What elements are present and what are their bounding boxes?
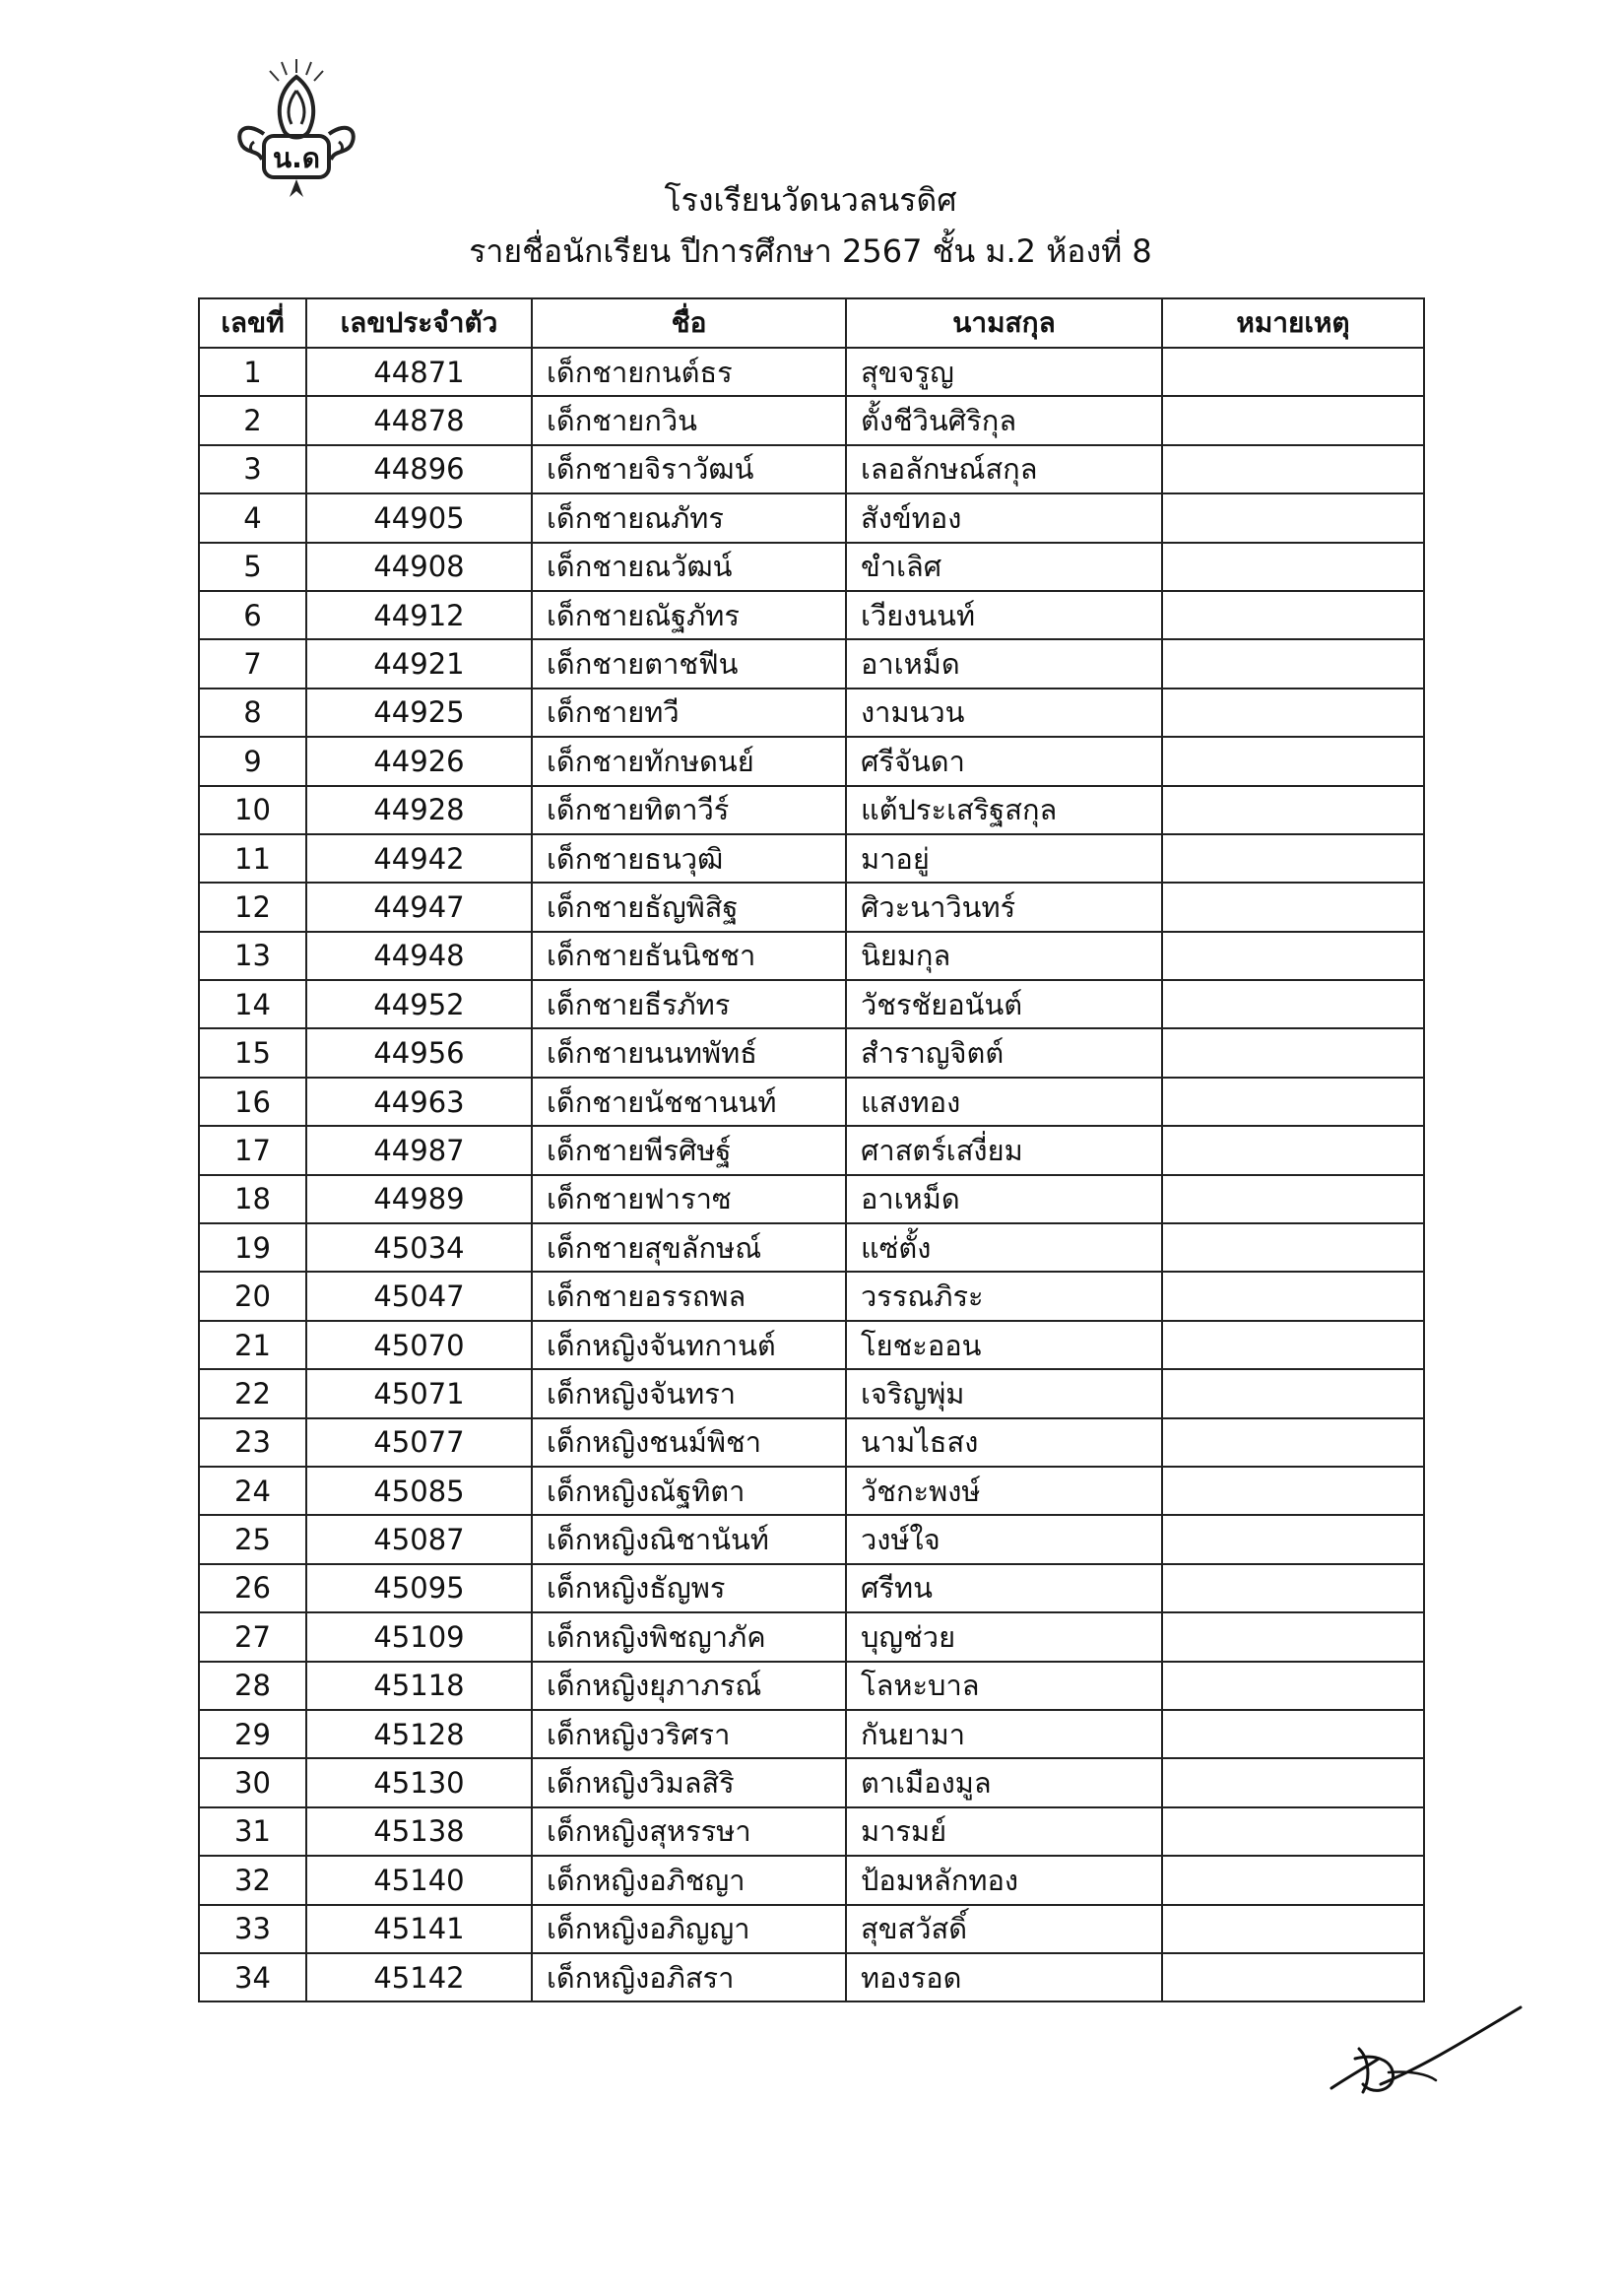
cell-remarks [1162, 1807, 1424, 1856]
cell-first-name: เด็กชายทิตาวีร์ [532, 786, 846, 834]
cell-surname: มาอยู่ [846, 834, 1162, 883]
cell-row-number: 8 [199, 689, 306, 737]
cell-first-name: เด็กชายกนต์ธร [532, 348, 846, 396]
table-row [199, 348, 1424, 396]
cell-remarks [1162, 1662, 1424, 1710]
cell-row-number: 26 [199, 1564, 306, 1612]
cell-remarks [1162, 493, 1424, 542]
cell-first-name: เด็กชายณภัทร [532, 493, 846, 542]
cell-student-id: 44908 [306, 543, 532, 591]
cell-row-number: 9 [199, 737, 306, 785]
cell-surname: วัชกะพงษ์ [846, 1467, 1162, 1515]
cell-first-name: เด็กหญิงอภิชญา [532, 1856, 846, 1904]
cell-surname: ป้อมหลักทอง [846, 1856, 1162, 1904]
cell-surname: นิยมกุล [846, 932, 1162, 980]
cell-row-number: 2 [199, 396, 306, 444]
cell-row-number: 14 [199, 980, 306, 1028]
cell-surname: สุขสวัสดิ์ [846, 1905, 1162, 1953]
table-row [199, 932, 1424, 980]
cell-row-number: 12 [199, 883, 306, 931]
table-row [199, 1515, 1424, 1563]
cell-student-id: 44925 [306, 689, 532, 737]
cell-surname: ศิวะนาวินทร์ [846, 883, 1162, 931]
cell-first-name: เด็กหญิงสุหรรษา [532, 1807, 846, 1856]
cell-remarks [1162, 1369, 1424, 1417]
cell-row-number: 18 [199, 1175, 306, 1223]
cell-student-id: 45047 [306, 1272, 532, 1320]
cell-row-number: 27 [199, 1612, 306, 1661]
cell-remarks [1162, 834, 1424, 883]
cell-row-number: 1 [199, 348, 306, 396]
table-row [199, 639, 1424, 688]
cell-surname: สังข์ทอง [846, 493, 1162, 542]
table-row [199, 1856, 1424, 1904]
cell-first-name: เด็กหญิงอภิญญา [532, 1905, 846, 1953]
cell-first-name: เด็กหญิงจันทกานต์ [532, 1321, 846, 1369]
cell-remarks [1162, 786, 1424, 834]
cell-remarks [1162, 1028, 1424, 1077]
cell-student-id: 45085 [306, 1467, 532, 1515]
cell-student-id: 45087 [306, 1515, 532, 1563]
cell-student-id: 45118 [306, 1662, 532, 1710]
table-row [199, 786, 1424, 834]
table-row [199, 1662, 1424, 1710]
cell-student-id: 45141 [306, 1905, 532, 1953]
table-row [199, 737, 1424, 785]
cell-first-name: เด็กหญิงยุภาภรณ์ [532, 1662, 846, 1710]
cell-remarks [1162, 737, 1424, 785]
cell-first-name: เด็กหญิงณัฐทิตา [532, 1467, 846, 1515]
column-header-student-id: เลขประจำตัว [306, 298, 532, 348]
cell-remarks [1162, 1418, 1424, 1467]
cell-row-number: 15 [199, 1028, 306, 1077]
table-row [199, 1369, 1424, 1417]
cell-surname: ศรีจันดา [846, 737, 1162, 785]
cell-student-id: 44878 [306, 396, 532, 444]
table-row [199, 1905, 1424, 1953]
cell-remarks [1162, 591, 1424, 639]
cell-remarks [1162, 1856, 1424, 1904]
cell-row-number: 31 [199, 1807, 306, 1856]
cell-row-number: 32 [199, 1856, 306, 1904]
cell-first-name: เด็กชายนัชชานนท์ [532, 1078, 846, 1126]
table-row [199, 493, 1424, 542]
table-row [199, 689, 1424, 737]
cell-row-number: 22 [199, 1369, 306, 1417]
cell-student-id: 44926 [306, 737, 532, 785]
cell-first-name: เด็กหญิงธัญพร [532, 1564, 846, 1612]
column-header-surname: นามสกุล [846, 298, 1162, 348]
cell-surname: วัชรชัยอนันต์ [846, 980, 1162, 1028]
cell-row-number: 3 [199, 445, 306, 493]
cell-remarks [1162, 1272, 1424, 1320]
cell-remarks [1162, 1078, 1424, 1126]
cell-student-id: 45130 [306, 1758, 532, 1806]
cell-remarks [1162, 980, 1424, 1028]
cell-remarks [1162, 1175, 1424, 1223]
table-row [199, 1223, 1424, 1272]
cell-student-id: 44989 [306, 1175, 532, 1223]
cell-remarks [1162, 1758, 1424, 1806]
cell-first-name: เด็กหญิงพิชญาภัค [532, 1612, 846, 1661]
cell-student-id: 44952 [306, 980, 532, 1028]
table-row [199, 445, 1424, 493]
cell-row-number: 34 [199, 1953, 306, 2001]
cell-student-id: 44963 [306, 1078, 532, 1126]
cell-first-name: เด็กหญิงวิมลสิริ [532, 1758, 846, 1806]
cell-surname: นามไธสง [846, 1418, 1162, 1467]
cell-student-id: 45071 [306, 1369, 532, 1417]
cell-surname: สำราญจิตต์ [846, 1028, 1162, 1077]
cell-first-name: เด็กชายณวัฒน์ [532, 543, 846, 591]
cell-student-id: 45138 [306, 1807, 532, 1856]
cell-first-name: เด็กหญิงชนม์พิชา [532, 1418, 846, 1467]
cell-student-id: 44912 [306, 591, 532, 639]
logo-text: น.ด [273, 142, 320, 174]
table-row [199, 1175, 1424, 1223]
cell-remarks [1162, 1223, 1424, 1272]
cell-remarks [1162, 348, 1424, 396]
cell-row-number: 16 [199, 1078, 306, 1126]
table-row [199, 1321, 1424, 1369]
cell-surname: กันยามา [846, 1710, 1162, 1758]
cell-remarks [1162, 883, 1424, 931]
cell-student-id: 44921 [306, 639, 532, 688]
table-row [199, 396, 1424, 444]
cell-student-id: 44942 [306, 834, 532, 883]
cell-surname: เลอลักษณ์สกุล [846, 445, 1162, 493]
cell-student-id: 45128 [306, 1710, 532, 1758]
cell-student-id: 44896 [306, 445, 532, 493]
table-row [199, 1078, 1424, 1126]
cell-first-name: เด็กชายสุขลักษณ์ [532, 1223, 846, 1272]
cell-remarks [1162, 932, 1424, 980]
cell-surname: เจริญพุ่ม [846, 1369, 1162, 1417]
cell-surname: สุขจรูญ [846, 348, 1162, 396]
cell-first-name: เด็กชายพีรศิษฐ์ [532, 1126, 846, 1174]
cell-first-name: เด็กชายทักษดนย์ [532, 737, 846, 785]
table-row [199, 1467, 1424, 1515]
cell-student-id: 45142 [306, 1953, 532, 2001]
table-row [199, 543, 1424, 591]
cell-surname: ศาสตร์เสงี่ยม [846, 1126, 1162, 1174]
cell-surname: แต้ประเสริฐสกุล [846, 786, 1162, 834]
table-row [199, 1126, 1424, 1174]
cell-row-number: 23 [199, 1418, 306, 1467]
cell-surname: ตั้งชีวินศิริกุล [846, 396, 1162, 444]
cell-row-number: 10 [199, 786, 306, 834]
cell-student-id: 45070 [306, 1321, 532, 1369]
table-row [199, 980, 1424, 1028]
cell-surname: แซ่ตั้ง [846, 1223, 1162, 1272]
cell-row-number: 6 [199, 591, 306, 639]
page-subtitle: รายชื่อนักเรียน ปีการศึกษา 2567 ชั้น ม.2 ห้องที่ 8 [469, 232, 1152, 270]
cell-remarks [1162, 639, 1424, 688]
cell-row-number: 33 [199, 1905, 306, 1953]
table-row [199, 1418, 1424, 1467]
cell-first-name: เด็กชายธนวุฒิ [532, 834, 846, 883]
cell-row-number: 11 [199, 834, 306, 883]
cell-student-id: 45077 [306, 1418, 532, 1467]
cell-first-name: เด็กชายณัฐภัทร [532, 591, 846, 639]
cell-surname: โลหะบาล [846, 1662, 1162, 1710]
cell-surname: แสงทอง [846, 1078, 1162, 1126]
cell-row-number: 20 [199, 1272, 306, 1320]
cell-first-name: เด็กชายจิราวัฒน์ [532, 445, 846, 493]
cell-student-id: 44947 [306, 883, 532, 931]
cell-remarks [1162, 1612, 1424, 1661]
cell-student-id: 44987 [306, 1126, 532, 1174]
cell-surname: มารมย์ [846, 1807, 1162, 1856]
cell-row-number: 30 [199, 1758, 306, 1806]
cell-first-name: เด็กชายทวี [532, 689, 846, 737]
cell-first-name: เด็กหญิงอภิสรา [532, 1953, 846, 2001]
column-header-first-name: ชื่อ [532, 298, 846, 348]
cell-student-id: 45109 [306, 1612, 532, 1661]
cell-remarks [1162, 689, 1424, 737]
table-row [199, 1807, 1424, 1856]
cell-row-number: 24 [199, 1467, 306, 1515]
cell-row-number: 25 [199, 1515, 306, 1563]
cell-surname: ตาเมืองมูล [846, 1758, 1162, 1806]
cell-remarks [1162, 1467, 1424, 1515]
cell-student-id: 44956 [306, 1028, 532, 1077]
cell-surname: ศรีทน [846, 1564, 1162, 1612]
cell-first-name: เด็กชายอรรถพล [532, 1272, 846, 1320]
table-row [199, 1953, 1424, 2001]
cell-row-number: 5 [199, 543, 306, 591]
cell-surname: งามนวน [846, 689, 1162, 737]
table-row [199, 834, 1424, 883]
cell-row-number: 21 [199, 1321, 306, 1369]
cell-row-number: 13 [199, 932, 306, 980]
cell-surname: ขำเลิศ [846, 543, 1162, 591]
cell-surname: บุญช่วย [846, 1612, 1162, 1661]
cell-student-id: 45034 [306, 1223, 532, 1272]
table-row [199, 1612, 1424, 1661]
cell-first-name: เด็กชายธีรภัทร [532, 980, 846, 1028]
cell-surname: อาเหม็ด [846, 1175, 1162, 1223]
cell-remarks [1162, 1321, 1424, 1369]
cell-first-name: เด็กชายธันนิชชา [532, 932, 846, 980]
table-row [199, 883, 1424, 931]
cell-row-number: 7 [199, 639, 306, 688]
cell-surname: วรรณภิระ [846, 1272, 1162, 1320]
cell-remarks [1162, 1564, 1424, 1612]
table-row [199, 1564, 1424, 1612]
column-header-number: เลขที่ [199, 298, 306, 348]
cell-student-id: 44928 [306, 786, 532, 834]
student-roster-table [198, 297, 1425, 2002]
cell-student-id: 45140 [306, 1856, 532, 1904]
cell-first-name: เด็กชายกวิน [532, 396, 846, 444]
cell-surname: อาเหม็ด [846, 639, 1162, 688]
cell-student-id: 45095 [306, 1564, 532, 1612]
cell-first-name: เด็กชายธัญพิสิฐ [532, 883, 846, 931]
table-row [199, 591, 1424, 639]
cell-surname: เวียงนนท์ [846, 591, 1162, 639]
cell-student-id: 44871 [306, 348, 532, 396]
cell-row-number: 19 [199, 1223, 306, 1272]
table-row [199, 1758, 1424, 1806]
cell-remarks [1162, 543, 1424, 591]
cell-surname: ทองรอด [846, 1953, 1162, 2001]
table-row [199, 1710, 1424, 1758]
school-name: โรงเรียนวัดนวลนรดิศ [664, 181, 957, 219]
table-header-row [199, 298, 1424, 348]
cell-remarks [1162, 396, 1424, 444]
cell-student-id: 44948 [306, 932, 532, 980]
cell-remarks [1162, 445, 1424, 493]
cell-first-name: เด็กชายฟาราซ [532, 1175, 846, 1223]
cell-first-name: เด็กหญิงวริศรา [532, 1710, 846, 1758]
cell-remarks [1162, 1905, 1424, 1953]
cell-row-number: 4 [199, 493, 306, 542]
cell-remarks [1162, 1515, 1424, 1563]
table-row [199, 1028, 1424, 1077]
cell-first-name: เด็กหญิงณิชานันท์ [532, 1515, 846, 1563]
cell-first-name: เด็กชายตาชฟีน [532, 639, 846, 688]
cell-surname: วงษ์ใจ [846, 1515, 1162, 1563]
cell-student-id: 44905 [306, 493, 532, 542]
cell-row-number: 28 [199, 1662, 306, 1710]
signature-icon [1320, 1990, 1526, 2103]
cell-row-number: 29 [199, 1710, 306, 1758]
cell-remarks [1162, 1126, 1424, 1174]
cell-remarks [1162, 1710, 1424, 1758]
cell-first-name: เด็กหญิงจันทรา [532, 1369, 846, 1417]
column-header-remarks: หมายเหตุ [1162, 298, 1424, 348]
cell-surname: โยชะออน [846, 1321, 1162, 1369]
cell-first-name: เด็กชายนนทพัทธ์ [532, 1028, 846, 1077]
cell-row-number: 17 [199, 1126, 306, 1174]
table-row [199, 1272, 1424, 1320]
